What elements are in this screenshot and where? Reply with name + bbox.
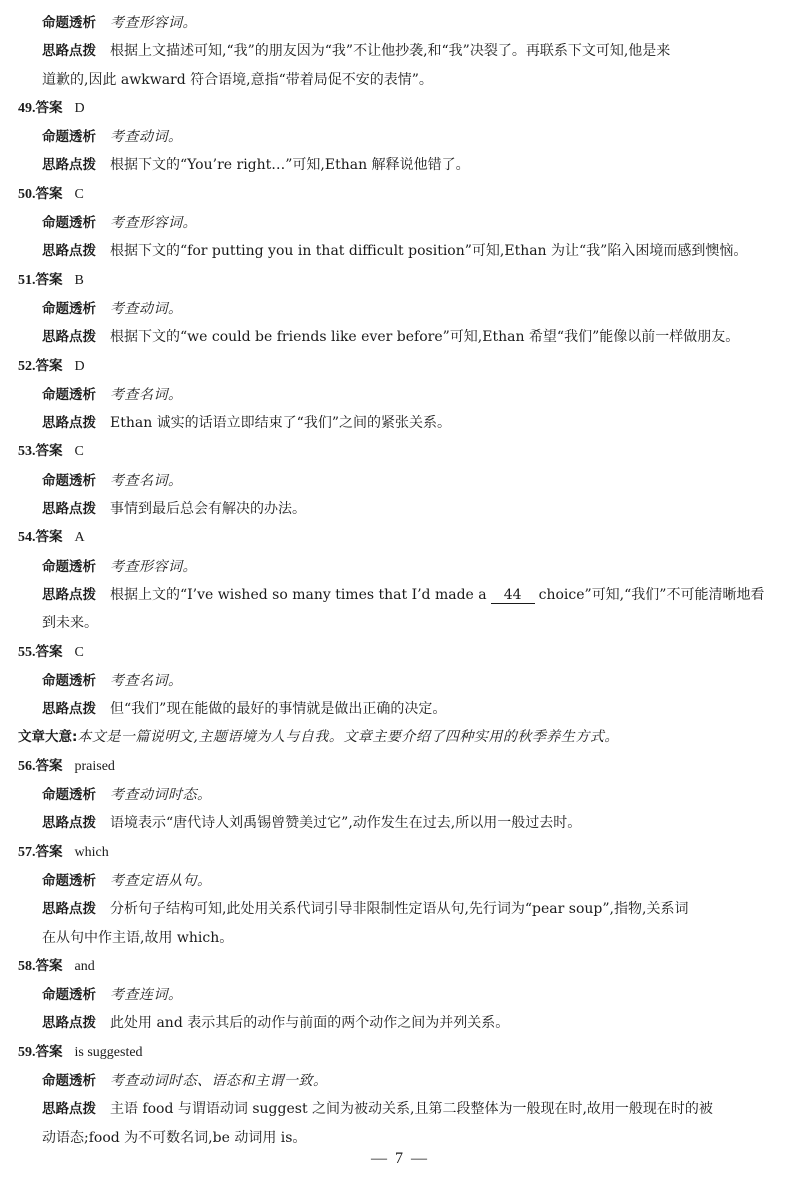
analysis-line [18,867,786,895]
analysis-label: 命题透析 [42,987,96,1004]
hint-text-before-blank: 根据上文的“I’ve wished so many times that I’d made a [110,586,487,603]
hint-line [18,809,786,837]
answer-label: 答案 [35,957,63,974]
analysis-text: 考查名词。 [110,672,183,689]
analysis-label: 命题透析 [42,558,96,575]
question-number: 49. [18,100,36,116]
hint-text: 但“我们”现在能做的最好的事情就是做出正确的决定。 [110,701,447,718]
hint-label: 思路点拨 [42,701,96,718]
analysis-label: 命题透析 [42,472,96,489]
answer-label: 答案 [35,443,63,460]
question-number: 54. [18,530,36,546]
question-number: 56. [18,758,36,774]
hint-text: 根据下文的“we could be friends like ever before”可知,Ethan 希望“我们”能像以前一样做朋友。 [110,329,740,346]
answer-item-49 [18,94,786,180]
answer-line [18,638,786,667]
answer-item-56 [18,752,786,838]
analysis-text: 考查动词。 [110,300,183,317]
top-analysis-line [18,9,786,37]
analysis-label: 命题透析 [42,872,96,889]
analysis-label: 命题透析 [42,1072,96,1089]
analysis-text: 考查名词。 [110,472,183,489]
answer-key-page [18,9,786,1152]
answer-label: 答案 [35,357,63,374]
answer-line [18,752,786,781]
hint-label: 思路点拨 [42,1015,96,1032]
top-hint-continuation [18,66,786,94]
hint-label: 思路点拨 [42,157,96,174]
answer-value: and [74,958,95,974]
hint-line [18,409,786,437]
hint-text-continued: 动语态;food 为不可数名词,be 动词用 is。 [42,1129,307,1146]
analysis-text: 考查定语从句。 [110,872,212,889]
analysis-label: 命题透析 [42,300,96,317]
analysis-label: 命题透析 [42,215,96,232]
analysis-text: 考查动词。 [110,129,183,146]
answer-item-55 [18,638,786,724]
question-number: 51. [18,272,36,288]
answer-items-56-59 [18,752,786,1152]
answer-line [18,94,786,123]
analysis-line [18,123,786,151]
answer-item-51 [18,266,786,352]
analysis-text: 考查形容词。 [110,558,197,575]
hint-text-continued: 到未来。 [42,615,98,632]
hint-line [18,495,786,523]
answer-item-54 [18,523,786,637]
hint-text: 分析句子结构可知,此处用关系代词引导非限制性定语从句,先行词为“pear soup”,指物,关系词 [110,901,689,918]
hint-label: 思路点拨 [42,901,96,918]
hint-text: 根据上文描述可知,“我”的朋友因为“我”不让他抄袭,和“我”决裂了。再联系下文可知,他是来 [110,43,671,60]
analysis-label: 命题透析 [42,787,96,804]
answer-item-59 [18,1038,786,1152]
answer-label: 答案 [35,185,63,202]
analysis-line [18,467,786,495]
answer-value: which [74,844,109,860]
answer-label: 答案 [35,99,63,116]
answer-item-52 [18,352,786,438]
analysis-line [18,295,786,323]
hint-continuation [18,609,786,637]
hint-line [18,1095,786,1123]
hint-line [18,323,786,351]
answer-items-49-53 [18,94,786,523]
hint-text: 此处用 and 表示其后的动作与前面的两个动作之间为并列关系。 [110,1015,510,1032]
hint-line [18,151,786,179]
analysis-line [18,209,786,237]
hint-label: 思路点拨 [42,815,96,832]
top-hint-line [18,37,786,65]
hint-label: 思路点拨 [42,1101,96,1118]
summary-text: 本文是一篇说明文,主题语境为人与自我。文章主要介绍了四种实用的秋季养生方式。 [77,729,619,746]
hint-line [18,237,786,265]
hint-continuation [18,924,786,952]
answer-item-57 [18,838,786,952]
page-number: — 7 — [371,1150,429,1167]
summary-label: 文章大意: [18,729,78,746]
question-number: 57. [18,844,36,860]
analysis-text: 考查名词。 [110,386,183,403]
analysis-line [18,1067,786,1095]
hint-text: 主语 food 与谓语动词 suggest 之间为被动关系,且第二段整体为一般现在时,故用一般现在时的被 [110,1101,713,1118]
analysis-line [18,667,786,695]
answer-value: praised [74,758,115,774]
hint-line [18,1009,786,1037]
analysis-text: 考查形容词。 [110,15,197,31]
analysis-label: 命题透析 [42,672,96,689]
hint-text: 语境表示“唐代诗人刘禹锡曾赞美过它”,动作发生在过去,所以用一般过去时。 [110,815,582,832]
answer-line [18,1038,786,1067]
answer-item-58 [18,952,786,1038]
answer-value: is suggested [74,1044,143,1060]
hint-label: 思路点拨 [42,329,96,346]
analysis-label: 命题透析 [42,386,96,403]
article-summary [18,723,786,751]
question-number: 53. [18,444,36,460]
answer-line [18,180,786,209]
hint-label: 思路点拨 [42,501,96,518]
analysis-line [18,781,786,809]
blank-number: 44 [491,587,535,604]
answer-label: 答案 [35,643,63,660]
question-number: 58. [18,958,36,974]
answer-line [18,266,786,295]
analysis-line [18,381,786,409]
hint-text: 根据下文的“You’re right…”可知,Ethan 解释说他错了。 [110,157,470,174]
answer-label: 答案 [35,843,63,860]
hint-continuation [18,1124,786,1152]
question-number: 50. [18,186,36,202]
analysis-text: 考查动词时态。 [110,787,212,804]
hint-label: 思路点拨 [42,243,96,260]
hint-text-continued: 道歉的,因此 awkward 符合语境,意指“带着局促不安的表情”。 [42,71,433,88]
hint-line [18,581,786,609]
answer-item-53 [18,437,786,523]
answer-label: 答案 [35,757,63,774]
hint-label: 思路点拨 [42,415,96,432]
question-number: 55. [18,644,36,660]
hint-line [18,895,786,923]
analysis-text: 考查动词时态、语态和主谓一致。 [110,1072,328,1089]
answer-line [18,838,786,867]
hint-text: 根据下文的“for putting you in that difficult position”可知,Ethan 为让“我”陷入困境而感到懊恼。 [110,243,748,260]
answer-label: 答案 [35,529,63,546]
answer-value: C [74,444,84,460]
analysis-line [18,981,786,1009]
answer-item-50 [18,180,786,266]
answer-value: C [74,644,84,660]
analysis-label: 命题透析 [42,15,96,31]
hint-label: 思路点拨 [42,43,96,60]
analysis-text: 考查形容词。 [110,215,197,232]
hint-label: 思路点拨 [42,586,96,603]
answer-value: B [74,272,84,288]
hint-text-continued: 在从句中作主语,故用 which。 [42,929,234,946]
answer-value: D [74,358,85,374]
analysis-label: 命题透析 [42,129,96,146]
analysis-line [18,553,786,581]
hint-text: Ethan 诚实的话语立即结束了“我们”之间的紧张关系。 [110,415,451,432]
answer-label: 答案 [35,271,63,288]
analysis-text: 考查连词。 [110,987,183,1004]
question-number: 52. [18,358,36,374]
hint-text-after-blank: choice”可知,“我们”不可能清晰地看 [538,586,765,603]
hint-line [18,695,786,723]
answer-line [18,952,786,981]
answer-value: D [74,100,85,116]
answer-line [18,352,786,381]
answer-line [18,523,786,552]
answer-line [18,437,786,466]
hint-text: 事情到最后总会有解决的办法。 [110,501,306,518]
question-number: 59. [18,1044,36,1060]
answer-value: A [74,530,85,546]
answer-label: 答案 [35,1043,63,1060]
answer-value: C [74,186,84,202]
